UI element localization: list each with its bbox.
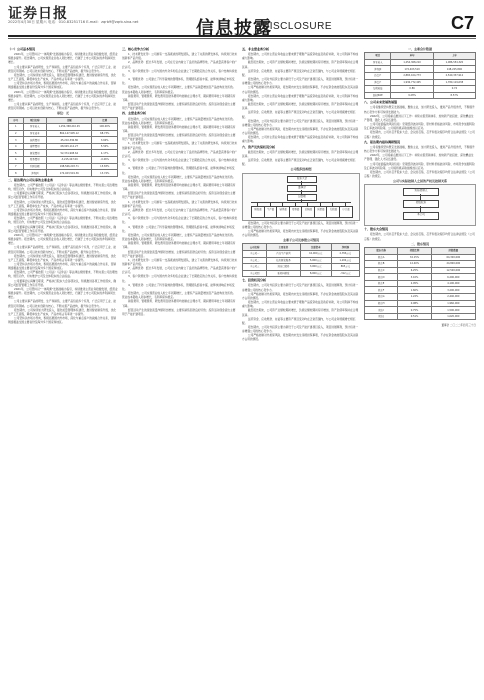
table-row: [9, 137, 118, 144]
table-cell: 68.73%: [92, 130, 118, 137]
diagram-caption: 公司与实际控制人之间的产权及控制关系: [392, 179, 447, 184]
table-cell: 2,356万元: [331, 250, 359, 257]
paragraph: 公司严格控制对外担保风险，报告期内未发生违规担保事项，不存在资金被控股股东及其关联方占用的情况。: [242, 126, 359, 136]
table-row: [365, 280, 476, 287]
signature-line: 董事会 二〇二二年四月三十日: [441, 324, 476, 328]
paragraph: 截至报告期末，公司资产总额较期初增长，负债总额较期初有所增加，资产负债率保持在合理区间。: [242, 308, 359, 317]
paragraph: 经营活动产生的现金流量净额同比增加，主要系销售回款良好所致；投资活动现金流出主要用于产能扩建项目。: [122, 191, 236, 200]
paragraph: 销售费用、管理费用、研发费用及财务费用均控制在合理水平，期间费用率较上年同期有所下降。: [122, 124, 236, 133]
newspaper-logo: 证券日报: [8, 6, 68, 22]
table-cell: 6: [9, 157, 24, 164]
table-row: [365, 79, 476, 86]
table-cell: 5,000万元: [300, 257, 331, 264]
table-header: 股东名称: [365, 247, 398, 254]
table-cell: 子公司四: [243, 270, 267, 277]
heading: 十、股东大会情况: [364, 227, 389, 232]
table-cell: 研发费用: [23, 150, 46, 157]
table-cell: 3,000万元: [300, 264, 331, 271]
table-cell: 172,403,519: [391, 66, 433, 73]
table-cell: 股东H: [365, 300, 398, 307]
table-header: 比例: [92, 117, 118, 124]
table-cell: 子公司一: [243, 250, 267, 257]
column-1: [8, 46, 118, 686]
table-row: [365, 92, 476, 99]
header-rule-thin: [8, 38, 476, 39]
table-cell: 2.05%: [398, 280, 431, 287]
table-row: [365, 300, 476, 307]
table-caption: 单位：元: [56, 111, 69, 116]
accounting-data-table: [364, 52, 476, 99]
table-header: 项目: [365, 53, 391, 60]
table-cell: 1,254,368,210.45: [47, 124, 92, 131]
paragraph: 截至报告期末，公司资产总额较期初增长，负债总额较期初有所增加，资产负债率保持在合理区间。: [242, 102, 359, 111]
paragraph: 4、管理优势：公司建立了科学高效的管理体系，管理团队经验丰富，能够快速响应市场变化。: [122, 166, 235, 175]
table-cell: 3.60%: [92, 137, 118, 144]
table-cell: 管理费用: [23, 143, 46, 150]
financial-table: [8, 117, 118, 177]
table-row: [365, 287, 476, 294]
paragraph: 公司可能面临的风险包括：宏观经济波动风险、原材料价格波动风险、市场竞争加剧风险及汇率波动风险等，公司将积极采取措施加以应对。: [364, 161, 475, 170]
table-cell: 股东B: [365, 261, 398, 268]
table-row: [365, 59, 476, 66]
table-row: [9, 130, 118, 137]
table-cell: 0.74: [433, 86, 475, 93]
heading: 五、非主营业务分析: [242, 47, 270, 51]
table-cell: 1.60%: [398, 287, 431, 294]
table-row: [243, 270, 360, 277]
paragraph: 2021年，公司坚持以“一体两翼”发展战略为指引，持续推进主营业务稳健发展，经营业绩稳步提升。报告期内，公司实现营业总收入同比增长，归属于上市公司股东的净利润同比增长。: [8, 89, 118, 102]
table-cell: 15.83%: [92, 163, 118, 170]
table-header: 上年: [433, 53, 475, 60]
table-cell: 股东I: [365, 307, 398, 314]
table-cell: 5: [9, 150, 24, 157]
table-cell: 财务费用: [23, 157, 46, 164]
table-cell: 股东G: [365, 294, 398, 301]
table-row: [9, 170, 118, 177]
table-cell: 加权ROE: [365, 92, 391, 99]
table-cell: 8: [9, 170, 24, 177]
paragraph: 4、管理优势：公司建立了科学高效的管理体系，管理团队经验丰富，能够快速响应市场变化。: [122, 77, 235, 86]
paragraph: 货币资金、应收账款、存货等主要资产项目变动均在正常范围内，与公司业务规模增长相匹配。: [242, 110, 356, 119]
table-caption: 二、股东情况: [410, 241, 429, 246]
table-cell: 2,540,337,912: [433, 72, 475, 79]
org-box-bottom: 总经理: [287, 194, 317, 201]
paragraph: 报告期内，公司对外投资主要为新设子公司及产能扩建项目投入，项目进展顺利，预计将进一步增强公司的核心竞争力。: [242, 325, 359, 334]
table-cell: 100.00%: [92, 124, 118, 131]
table-cell: 68,945,112.27: [47, 143, 92, 150]
column-2: [122, 46, 238, 686]
paragraph: 1、技术研发优势：公司拥有一支高素质的研发团队，建立了完善的研发体系，持续进行技术创新和产品升级。: [122, 141, 238, 150]
table-row: [365, 313, 476, 320]
paragraph: 报告期内，公司非主营业务收益主要来源于理财产品投资收益及政府补助，对公司利润不构成重大影响。: [242, 135, 359, 144]
org-chart: [242, 173, 360, 221]
table-cell: 营业成本: [23, 130, 46, 137]
table-header: 金额: [47, 117, 92, 124]
table-cell: 销售费用: [23, 137, 46, 144]
heading: 三、核心竞争力分析: [122, 47, 150, 51]
table-cell: 净利润: [23, 170, 46, 177]
table-cell: 3.10%: [398, 274, 431, 281]
table-cell: 24,800,000: [431, 261, 475, 268]
paragraph: 报告期内，公司严格按照《公司法》《证券法》等法律法规的要求，不断完善公司治理结构，规范运作，切实维护公司及全体股东的合法权益。: [8, 216, 118, 225]
table-row: [365, 261, 476, 268]
paragraph: 2021年，公司坚持以“一体两翼”发展战略为指引，持续推进主营业务稳健发展，经营业绩稳步提升。报告期内，公司实现营业总收入同比增长，归属于上市公司股东的净利润同比增长。: [8, 286, 118, 300]
table-cell: 营业收入: [365, 59, 391, 66]
table-header: 主要业务: [267, 244, 300, 251]
paragraph: 4、管理优势：公司建立了科学高效的管理体系，管理团队经验丰富，能够快速响应市场变化。: [122, 224, 235, 233]
heading: 六、资产及负债状况分析: [242, 144, 276, 149]
table-cell: 1,020,000: [431, 313, 475, 320]
paragraph: 公司严格控制对外担保风险，报告期内未发生违规担保事项，不存在资金被控股股东及其关联方占用的情况。: [242, 228, 359, 237]
table-cell: 1.22%: [398, 294, 431, 301]
paragraph: 公司可能面临的风险包括：宏观经济波动风险、原材料价格波动风险、市场竞争加剧风险及汇率波动风险等，公司将积极采取措施加以应对。: [364, 122, 475, 131]
table-cell: 0.86: [391, 86, 433, 93]
paragraph: 3、客户资源优势：公司与国内外众多知名企业建立了长期稳定的合作关系，客户结构持续优化。: [122, 68, 238, 77]
paragraph: 公司坚持以市场为导向，积极拓展国内外市场，深化与重点客户的战略合作关系，营销网络覆盖全国主要省份及海外多个国家和地区。: [8, 261, 117, 271]
paragraph: 经营活动产生的现金流量净额同比增加，主要系销售回款良好所致；投资活动现金流出主要用于产能扩建项目。: [122, 249, 236, 258]
table-cell: 32.15%: [398, 254, 431, 261]
paragraph: 报告期内，公司严格按照《公司法》《证券法》等法律法规的要求，不断完善公司治理结构，规范运作，切实维护公司及全体股东的合法权益。: [8, 183, 118, 192]
org-dept-box: 研发部: [251, 206, 265, 218]
table-cell: 9.28%: [391, 92, 433, 99]
table-row: [9, 163, 118, 170]
paragraph: 1、技术研发优势：公司拥有一支高素质的研发团队，建立了完善的研发体系，持续进行技术创新和产品升级。: [122, 199, 238, 208]
table-header: 项目名称: [23, 117, 46, 124]
table-row: [9, 150, 118, 157]
paragraph: 报告期内，公司对外投资主要为新设子公司及产能扩建项目投入，项目进展顺利，预计将进一步增强公司的核心竞争力。: [242, 77, 359, 86]
table-row: [365, 86, 476, 93]
paragraph: 销售费用、管理费用、研发费用及财务费用均控制在合理水平，期间费用率较上年同期有所下降。: [122, 241, 236, 250]
paragraph: 报告期内，公司实现营业收入较上年同期增长，主要系产品销量增加及产品结构优化所致。营业成本随收入同步增长，毛利率保持稳定。: [122, 85, 236, 94]
table-cell: 0.75%: [398, 307, 431, 314]
table-row: [365, 66, 476, 73]
paragraph: 公司董事会认真履行职责，严格执行股东大会各项决议，积极推进各项工作的落实，确保公司经营管理工作有序开展。: [8, 278, 117, 287]
table-cell: 2,440,000: [431, 294, 475, 301]
table-cell: 865万元: [331, 264, 359, 271]
paragraph: 3、客户资源优势：公司与国内外众多知名企业建立了长期稳定的合作关系，客户结构持续优化。: [122, 216, 238, 225]
paragraph: 销售费用、管理费用、研发费用及财务费用均控制在合理水平，期间费用率较上年同期有所下降。: [122, 93, 236, 102]
table-row: [365, 267, 476, 274]
paragraph: 报告期内，公司实现营业收入较上年同期增长，主要系产品销量增加及产品结构优化所致。营业成本随收入同步增长，毛利率保持稳定。: [122, 116, 236, 125]
paragraph: 报告期内，公司非主营业务收益主要来源于理财产品投资收益及政府补助，对公司利润不构成重大影响。: [242, 52, 359, 61]
org-box-mid: 董事会: [287, 185, 317, 192]
paragraph: 2、品牌优势：经过多年发展，公司在行业内树立了良好的品牌形象，产品质量获得客户的广泛认可。: [122, 207, 238, 217]
paragraph: 报告期内，公司共召开股东大会，会议的召集、召开和表决程序均符合法律法规及《公司章程》的规定。: [364, 169, 475, 178]
subsidiary-table: [242, 243, 360, 277]
table-cell: 新材料研发: [267, 270, 300, 277]
paragraph: 经营活动产生的现金流量净额同比增加，主要系销售回款良好所致；投资活动现金流出主要用于产能扩建项目。: [122, 133, 236, 142]
paragraph: 公司坚持以市场为导向，积极拓展国内外市场，深化与重点客户的战略合作关系，营销网络覆盖全国主要省份及海外多个国家和地区。: [8, 316, 117, 325]
table-row: [365, 72, 476, 79]
org-dept-box: 销售部: [276, 206, 290, 218]
table-cell: 4,100,000: [431, 280, 475, 287]
heading: （一）公司基本情况: [8, 47, 36, 51]
table-cell: 子公司三: [243, 264, 267, 271]
paragraph: 公司主要从事产品的研发、生产和销售，主要产品包括多个系列，广泛应用于工业、能源及民用领域。公司以技术创新为核心，不断完善产品结构，提升综合竞争力。: [8, 64, 117, 73]
paragraph: 2、品牌优势：经过多年发展，公司在行业内树立了良好的品牌形象，产品质量获得客户的广泛认可。: [122, 149, 238, 158]
table-cell: 0.51%: [398, 313, 431, 320]
org-dept-box: 财务部: [289, 206, 303, 218]
table-cell: 172,403,519.36: [47, 170, 92, 177]
table-row: [243, 264, 360, 271]
table-row: [9, 143, 118, 150]
heading: 四、主营业务分析: [122, 111, 147, 116]
diagram-caption: 公司组织结构图: [290, 167, 312, 172]
paragraph: 销售费用、管理费用、研发费用及财务费用均控制在合理水平，期间费用率较上年同期有所下降。: [122, 183, 236, 192]
table-row: [365, 274, 476, 281]
paragraph: 截至报告期末，公司资产总额较期初增长，负债总额较期初有所增加，资产负债率保持在合理区间。: [242, 149, 359, 158]
table-header: 持股数量: [431, 247, 475, 254]
shareholder-table: [364, 247, 476, 321]
table-header: 公司名称: [243, 244, 267, 251]
paragraph: 2022年，公司将重点推进以下工作：持续完善营销体系、加快新产能投放、深化精益生产管理、强化人才队伍建设。: [364, 153, 474, 162]
table-cell: 6,200,000: [431, 274, 475, 281]
table-cell: 862,147,905.12: [47, 130, 92, 137]
paragraph: 报告期内，公司对外投资主要为新设子公司及产能扩建项目投入，项目进展顺利，预计将进一步增强公司的核心竞争力。: [242, 220, 359, 229]
paragraph: 公司坚持以市场为导向，积极拓展国内外市场，深化与重点客户的战略合作关系，营销网络覆盖全国主要省份及海外多个国家和地区。: [8, 207, 117, 217]
table-cell: 148,225,806: [433, 66, 475, 73]
table-row: [365, 294, 476, 301]
table-cell: 1: [9, 124, 24, 131]
table-header: 持股比例: [398, 247, 431, 254]
org-box-top: 股东大会: [287, 176, 317, 183]
paragraph: 报告期内，公司持续加大研发投入，强化质量管理体系建设，推进智能制造升级，优化生产工艺流程，降低单位生产成本，产品市场占有率进一步提升。: [8, 72, 117, 82]
heading: 二、报告期内公司从事的主要业务: [8, 177, 54, 182]
paragraph: 2、品牌优势：经过多年发展，公司在行业内树立了良好的品牌形象，产品质量获得客户的广泛认可。: [122, 266, 238, 275]
table-cell: 产品生产销售: [267, 250, 300, 257]
table-header: 注册资本: [300, 244, 331, 251]
paragraph: 公司坚持以市场为导向，积极拓展国内外市场，深化与重点客户的战略合作关系，营销网络覆盖全国主要省份及海外多个国家和地区。: [8, 81, 117, 90]
table-cell: 64,300,000: [431, 254, 475, 261]
org-dept-box: 质量部: [314, 206, 328, 218]
table-cell: 2: [9, 130, 24, 137]
paragraph: 报告期内，公司共召开股东大会，会议的召集、召开和表决程序均符合法律法规及《公司章程》的规定。: [364, 232, 475, 241]
paragraph: 4、管理优势：公司建立了科学高效的管理体系，管理团队经验丰富，能够快速响应市场变化。: [122, 282, 235, 291]
paragraph: 货币资金、应收账款、存货等主要资产项目变动均在正常范围内，与公司业务规模增长相匹配。: [242, 158, 356, 167]
paragraph: 经营活动产生的现金流量净额同比增加，主要系销售回款良好所致；投资活动现金流出主要用于产能扩建项目。: [122, 102, 236, 111]
paragraph: 报告期内，公司持续加大研发投入，强化质量管理体系建设，推进智能制造升级，优化生产工艺流程，降低单位生产成本，产品市场占有率进一步提升。: [8, 307, 117, 316]
org-dept-box: 审计部: [339, 206, 353, 218]
table-cell: 净资产: [365, 79, 391, 86]
table-cell: 8,000万元: [300, 270, 331, 277]
table-cell: 52,331,908.64: [47, 150, 92, 157]
paragraph: 2、品牌优势：经过多年发展，公司在行业内树立了良好的品牌形象，产品质量获得客户的广泛认可。: [122, 60, 238, 69]
paragraph: 公司主要从事产品的研发、生产和销售，主要产品包括多个系列，广泛应用于工业、能源及民用领域。公司以技术创新为核心，不断完善产品结构，提升综合竞争力。: [8, 299, 117, 308]
paragraph: 2022年，公司将重点推进以下工作：持续完善营销体系、加快新产能投放、深化精益生产管理、强化人才队伍建设。: [364, 113, 474, 122]
table-cell: 0.98%: [398, 300, 431, 307]
table-cell: 1,936,772,405: [391, 79, 433, 86]
table-cell: 7: [9, 163, 24, 170]
masthead-meta: 2022年4月30日 星期六 电话：010-83251716 E-mail：zqrb9@zqrb.sina.net: [8, 20, 139, 24]
paragraph: 报告期内，公司持续加大研发投入，强化质量管理体系建设，推进智能制造升级，优化生产工艺流程，降低单位生产成本，产品市场占有率进一步提升。: [8, 253, 117, 262]
paragraph: 报告期内，公司实现营业收入较上年同期增长，主要系产品销量增加及产品结构优化所致。营业成本随收入同步增长，毛利率保持稳定。: [122, 291, 236, 300]
paragraph: 报告期内，公司非主营业务收益主要来源于理财产品投资收益及政府补助，对公司利润不构成重大影响。: [242, 300, 359, 309]
table-cell: 1,086,554,320: [433, 59, 475, 66]
paragraph: 3、客户资源优势：公司与国内外众多知名企业建立了长期稳定的合作关系，客户结构持续优化。: [122, 274, 238, 283]
table-cell: 净利润: [365, 66, 391, 73]
table-cell: 4.17%: [92, 150, 118, 157]
table-cell: 12.40%: [398, 261, 431, 268]
table-cell: 营业收入: [23, 124, 46, 131]
table-row: [365, 307, 476, 314]
paragraph: 报告期内，公司实现营业收入较上年同期增长，主要系产品销量增加及产品结构优化所致。营业成本随收入同步增长，毛利率保持稳定。: [122, 174, 236, 183]
paragraph: 截至报告期末，公司资产总额较期初增长，负债总额较期初有所增加，资产负债率保持在合理区间。: [242, 60, 359, 69]
table-row: [9, 157, 118, 164]
table-cell: 45,210,336.80: [47, 137, 92, 144]
table-row: [365, 254, 476, 261]
table-cell: 5.50%: [92, 143, 118, 150]
table-cell: -312万元: [331, 270, 359, 277]
table-caption: 一、主要会计数据: [407, 47, 432, 51]
paragraph: 公司主要从事产品的研发、生产和销售，主要产品包括多个系列，广泛应用于工业、能源及民用领域。公司以技术创新为核心，不断完善产品结构，提升综合竞争力。: [8, 102, 117, 111]
table-cell: -3,215,447.09: [47, 157, 92, 164]
table-cell: 6.25%: [398, 267, 431, 274]
paragraph: 销售费用、管理费用、研发费用及财务费用均控制在合理水平，期间费用率较上年同期有所下降。: [122, 299, 236, 308]
table-cell: 子公司二: [243, 257, 267, 264]
table-cell: 4: [9, 143, 24, 150]
paragraph: 1、技术研发优势：公司拥有一支高素质的研发团队，建立了完善的研发体系，持续进行技术创新和产品升级。: [122, 257, 238, 266]
paragraph: 报告期内，公司对外投资主要为新设子公司及产能扩建项目投入，项目进展顺利，预计将进一步增强公司的核心竞争力。: [242, 283, 359, 292]
page-number: C7: [450, 13, 474, 33]
paragraph: 货币资金、应收账款、存货等主要资产项目变动均在正常范围内，与公司业务规模增长相匹配。: [242, 68, 356, 77]
paragraph: 公司董事会认真履行职责，严格执行股东大会各项决议，积极推进各项工作的落实，确保公司经营管理工作有序开展。: [8, 191, 117, 200]
table-cell: 10,000万元: [300, 250, 331, 257]
table-cell: 股东C: [365, 267, 398, 274]
table-cell: 1,254,368,210: [391, 59, 433, 66]
org-dept-box: 生产部: [264, 206, 278, 218]
paragraph: 报告期内，公司实现营业收入较上年同期增长，主要系产品销量增加及产品结构优化所致。营业成本随收入同步增长，毛利率保持稳定。: [122, 232, 236, 242]
paragraph: 报告期内，公司持续加大研发投入，强化质量管理体系建设，推进智能制造升级，优化生产工艺流程，降低单位生产成本，产品市场占有率进一步提升。: [8, 199, 117, 208]
heading: 七、投资状况分析: [242, 278, 267, 283]
control-box: 本公司: [403, 212, 439, 220]
section-title: 信息披露: [196, 18, 272, 39]
table-cell: 198,566,203.71: [47, 163, 92, 170]
table-row: [243, 250, 360, 257]
org-dept-box: 采购部: [301, 206, 315, 218]
table-row: [9, 124, 118, 131]
paragraph: 公司严格控制对外担保风险，报告期内未发生违规担保事项，不存在资金被控股股东及其关联方占用的情况。: [242, 333, 359, 342]
connector: [251, 202, 351, 203]
table-cell: 股东D: [365, 274, 398, 281]
table-cell: 股东A: [365, 254, 398, 261]
paragraph: 报告期内，公司非主营业务收益主要来源于理财产品投资收益及政府补助，对公司利润不构成重大影响。: [242, 93, 359, 102]
paragraph: 公司严格控制对外担保风险，报告期内未发生违规担保事项，不存在资金被控股股东及其关联方占用的情况。: [242, 291, 359, 300]
paragraph: 1、技术研发优势：公司拥有一支高素质的研发团队，建立了完善的研发体系，持续进行技术创新和产品升级。: [122, 52, 238, 61]
table-cell: 2,865,104,773: [391, 72, 433, 79]
table-cell: 股东E: [365, 280, 398, 287]
table-cell: 3: [9, 137, 24, 144]
table-cell: 1,780,119,638: [433, 79, 475, 86]
control-structure-diagram: [364, 184, 476, 226]
column-3: [242, 46, 360, 686]
table-row: [243, 257, 360, 264]
paragraph: 3、客户资源优势：公司与国内外众多知名企业建立了长期稳定的合作关系，客户结构持续优化。: [122, 158, 238, 167]
heading: 九、报告期内接待调研情况: [364, 139, 401, 144]
table-cell: 每股收益: [365, 86, 391, 93]
paragraph: 报告期内，公司对外投资主要为新设子公司及产能扩建项目投入，项目进展顺利，预计将进一步增强公司的核心竞争力。: [242, 118, 359, 127]
paragraph: 货币资金、应收账款、存货等主要资产项目变动均在正常范围内，与公司业务规模增长相匹配。: [242, 316, 356, 325]
section-title-english: DISCLOSURE: [262, 21, 333, 32]
table-cell: 13.74%: [92, 170, 118, 177]
table-cell: 技术研发服务: [267, 257, 300, 264]
paragraph: 2021年，公司坚持以“一体两翼”发展战略为指引，持续推进主营业务稳健发展，经营业绩稳步提升。报告期内，公司实现营业总收入同比增长，归属于上市公司股东的净利润同比增长。: [8, 232, 118, 246]
table-cell: 总资产: [365, 72, 391, 79]
paragraph: 公司将继续坚持既定发展战略，聚焦主业，加大研发投入，推进产品升级迭代，不断提升核心竞争力和可持续发展能力。: [364, 144, 475, 154]
table-cell: 8.57%: [433, 92, 475, 99]
control-box: 实际控制人: [403, 188, 439, 196]
heading: 八、公司未来发展的展望: [364, 100, 398, 105]
table-cell: 进出口贸易: [267, 264, 300, 271]
table-cell: 3,200,000: [431, 287, 475, 294]
control-box: 控股股东: [403, 200, 439, 208]
paragraph: 公司严格控制对外担保风险，报告期内未发生违规担保事项，不存在资金被控股股东及其关联方占用的情况。: [242, 85, 359, 94]
table-header: 净利润: [331, 244, 359, 251]
paragraph: 公司董事会认真履行职责，严格执行股东大会各项决议，积极推进各项工作的落实，确保公司经营管理工作有序开展。: [8, 224, 117, 233]
column-4: [364, 46, 476, 686]
table-cell: -0.26%: [92, 157, 118, 164]
table-cell: 利润总额: [23, 163, 46, 170]
paragraph: 经营活动产生的现金流量净额同比增加，主要系销售回款良好所致；投资活动现金流出主要用于产能扩建项目。: [122, 307, 236, 316]
paragraph: 公司主要从事产品的研发、生产和销售，主要产品包括多个系列，广泛应用于工业、能源及民用领域。公司以技术创新为核心，不断完善产品结构，提升综合竞争力。: [8, 245, 117, 254]
table-header: 本年: [391, 53, 433, 60]
table-cell: 1,500,000: [431, 307, 475, 314]
paragraph: 公司将继续坚持既定发展战略，聚焦主业，加大研发投入，推进产品升级迭代，不断提升核心竞争力和可持续发展能力。: [364, 105, 475, 114]
table-caption: 主要子公司及参股公司情况: [282, 238, 319, 243]
table-cell: 12,500,000: [431, 267, 475, 274]
paragraph: 报告期内，公司严格按照《公司法》《证券法》等法律法规的要求，不断完善公司治理结构，规范运作，切实维护公司及全体股东的合法权益。: [8, 270, 118, 279]
table-cell: 1,960,000: [431, 300, 475, 307]
table-cell: 1,204万元: [331, 257, 359, 264]
paragraph: 2021年，公司坚持以“一体两翼”发展战略为指引，持续推进主营业务稳健发展，经营业绩稳步提升。报告期内，公司实现营业总收入同比增长，归属于上市公司股东的净利润同比增长。: [8, 52, 118, 65]
table-header: 序号: [9, 117, 24, 124]
table-cell: 股东F: [365, 287, 398, 294]
org-dept-box: 行政部: [326, 206, 340, 218]
header-rule: [8, 35, 476, 37]
table-cell: 股东J: [365, 313, 398, 320]
paragraph: 报告期内，公司共召开股东大会，会议的召集、召开和表决程序均符合法律法规及《公司章程》的规定。: [364, 130, 475, 139]
